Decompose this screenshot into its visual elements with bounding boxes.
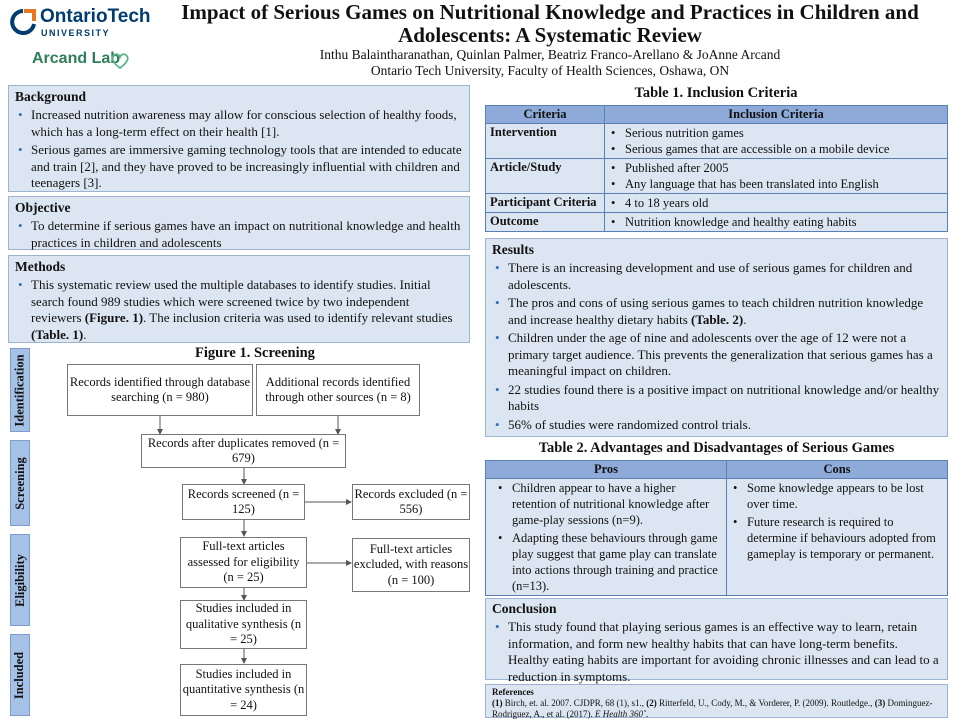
table-row: Outcome • Nutrition knowledge and healthy eating habits bbox=[486, 213, 948, 232]
criteria-label: Participant Criteria bbox=[486, 194, 605, 213]
pros-cons-table bbox=[485, 460, 948, 596]
table-row: Intervention • Serious nutrition games • Serious games that are accessible on a mobile device bbox=[486, 124, 948, 159]
box-database-records: Records identified through database searching (n = 980) bbox=[67, 364, 253, 416]
table2-header: Pros bbox=[486, 461, 727, 479]
inclusion-criteria-table bbox=[485, 105, 948, 232]
figure-ref: (Figure. 1) bbox=[84, 310, 144, 325]
results-item: • The pros and cons of using serious games to teach children nutrition knowledge and increase healthy dietary habits (Table. 2). bbox=[508, 295, 941, 328]
table-ref: (Table. 2) bbox=[691, 311, 744, 327]
box-qualitative: Studies included in qualitative synthesis (n = 25) bbox=[180, 600, 307, 649]
results-item: • 22 studies found there is a positive impact on nutritional knowledge and/or healthy habits bbox=[508, 382, 941, 415]
conclusion-section bbox=[485, 598, 948, 684]
box-duplicates-removed: Records after duplicates removed (n = 679) bbox=[141, 434, 346, 468]
title-line-1: Impact of Serious Games on Nutritional Knowledge and Practices in Children and bbox=[181, 0, 919, 24]
criteria-label: Article/Study bbox=[486, 159, 605, 194]
results-section bbox=[485, 238, 948, 437]
results-heading: Results bbox=[492, 242, 535, 257]
table-row: Article/Study • Published after 2005 • Any language that has been translated into English bbox=[486, 159, 948, 194]
criteria-label: Intervention bbox=[486, 124, 605, 159]
figure-title: Figure 1. Screening bbox=[195, 345, 315, 361]
table1-title: Table 1. Inclusion Criteria bbox=[634, 85, 798, 101]
references-heading: References bbox=[492, 687, 534, 697]
background-item: • Serious games are immersive gaming technology tools that are intended to educate and train [2], and they have proved to be increasingly influential with children and teenagers [3]. bbox=[31, 142, 463, 192]
box-records-excluded: Records excluded (n = 556) bbox=[352, 484, 470, 520]
conclusion-item: • This study found that playing serious games is an effective way to learn, retain information, and form new healthy habits that can have long-term benefits. Healthy eating habits are important for avoiding chronic illnesses and can lead to a reduction in symptoms. bbox=[508, 619, 941, 685]
table-ref: (Table. 1) bbox=[31, 326, 84, 342]
lab-name: Arcand Lab bbox=[32, 50, 121, 67]
box-records-screened: Records screened (n = 125) bbox=[182, 484, 305, 520]
table-row: Participant Criteria • 4 to 18 years old bbox=[486, 194, 948, 213]
stage-screening: Screening bbox=[10, 440, 30, 526]
objective-item: • To determine if serious games have an impact on nutritional knowledge and health practices in children and adolescents bbox=[31, 218, 463, 251]
results-item: • There is an increasing development and use of serious games for children and adolescents. bbox=[508, 260, 941, 293]
methods-heading: Methods bbox=[15, 259, 66, 274]
criteria-label: Outcome bbox=[486, 213, 605, 232]
table-row bbox=[486, 479, 948, 596]
box-quantitative: Studies included in quantitative synthesis (n = 24) bbox=[180, 664, 307, 716]
box-fulltext-excluded: Full-text articles excluded, with reasons (n = 100) bbox=[352, 538, 470, 592]
background-item: • Increased nutrition awareness may allow for conscious selection of healthy foods, which has a long-term effect on their health [1]. bbox=[31, 107, 463, 140]
objective-heading: Objective bbox=[15, 200, 71, 215]
references-text: (1) Birch, et. al. 2007. CJDPR, 68 (1), s1., (2) Ritterfeld, U., Cody, M., & Vorderer, P. (2009). Routledge., (3) Dominguez-Rodriguez, A., et al. (2017). E Health 360˚. bbox=[492, 698, 933, 719]
cons-item: • Some knowledge appears to be lost over time. bbox=[747, 480, 943, 512]
affiliation: Ontario Tech University, Faculty of Health Sciences, Oshawa, ON bbox=[370, 63, 730, 78]
pros-item: • Adapting these behaviours through game play suggest that game play can translate into actions through training and practice (n=13). bbox=[512, 530, 722, 594]
logo-wordmark: OntarioTech bbox=[40, 6, 151, 27]
results-item: • 56% of studies were randomized control trials. bbox=[508, 417, 941, 434]
table1-header: Criteria bbox=[486, 106, 605, 124]
stage-eligibility: Eligibility bbox=[10, 534, 30, 626]
table2-header: Cons bbox=[727, 461, 948, 479]
cons-item: • Future research is required to determine if behaviours adopted from gameplay is temporary or permanent. bbox=[747, 514, 943, 562]
methods-item: • This systematic review used the multiple databases to identify studies. Initial search found 989 studies which were screened twice by two independent reviewers (Figure. 1). The inclusion criteria was used to identify relevant studies (Table. 1). bbox=[31, 277, 463, 343]
box-fulltext-assessed: Full-text articles assessed for eligibility (n = 25) bbox=[180, 537, 307, 588]
stage-identification: Identification bbox=[10, 348, 30, 432]
conclusion-heading: Conclusion bbox=[492, 601, 557, 616]
box-other-records: Additional records identified through other sources (n = 8) bbox=[256, 364, 420, 416]
pros-item: • Children appear to have a higher retention of nutritional knowledge after game-play sessions (n=9). bbox=[512, 480, 722, 528]
stage-included: Included bbox=[10, 634, 30, 716]
results-item: • Children under the age of nine and adolescents over the age of 12 were not a primary target audience. This prevents the generalization that serious games has a meaningful impact on children. bbox=[508, 330, 941, 380]
logo-subtext: UNIVERSITY bbox=[41, 28, 111, 38]
title-line-2: Adolescents: A Systematic Review bbox=[398, 23, 702, 47]
references-section bbox=[485, 684, 948, 718]
background-heading: Background bbox=[15, 89, 87, 104]
authors: Inthu Balaintharanathan, Quinlan Palmer, Beatriz Franco-Arellano & JoAnne Arcand bbox=[319, 47, 781, 62]
table2-title: Table 2. Advantages and Disadvantages of Serious Games bbox=[538, 440, 895, 456]
table1-header: Inclusion Criteria bbox=[605, 106, 948, 124]
